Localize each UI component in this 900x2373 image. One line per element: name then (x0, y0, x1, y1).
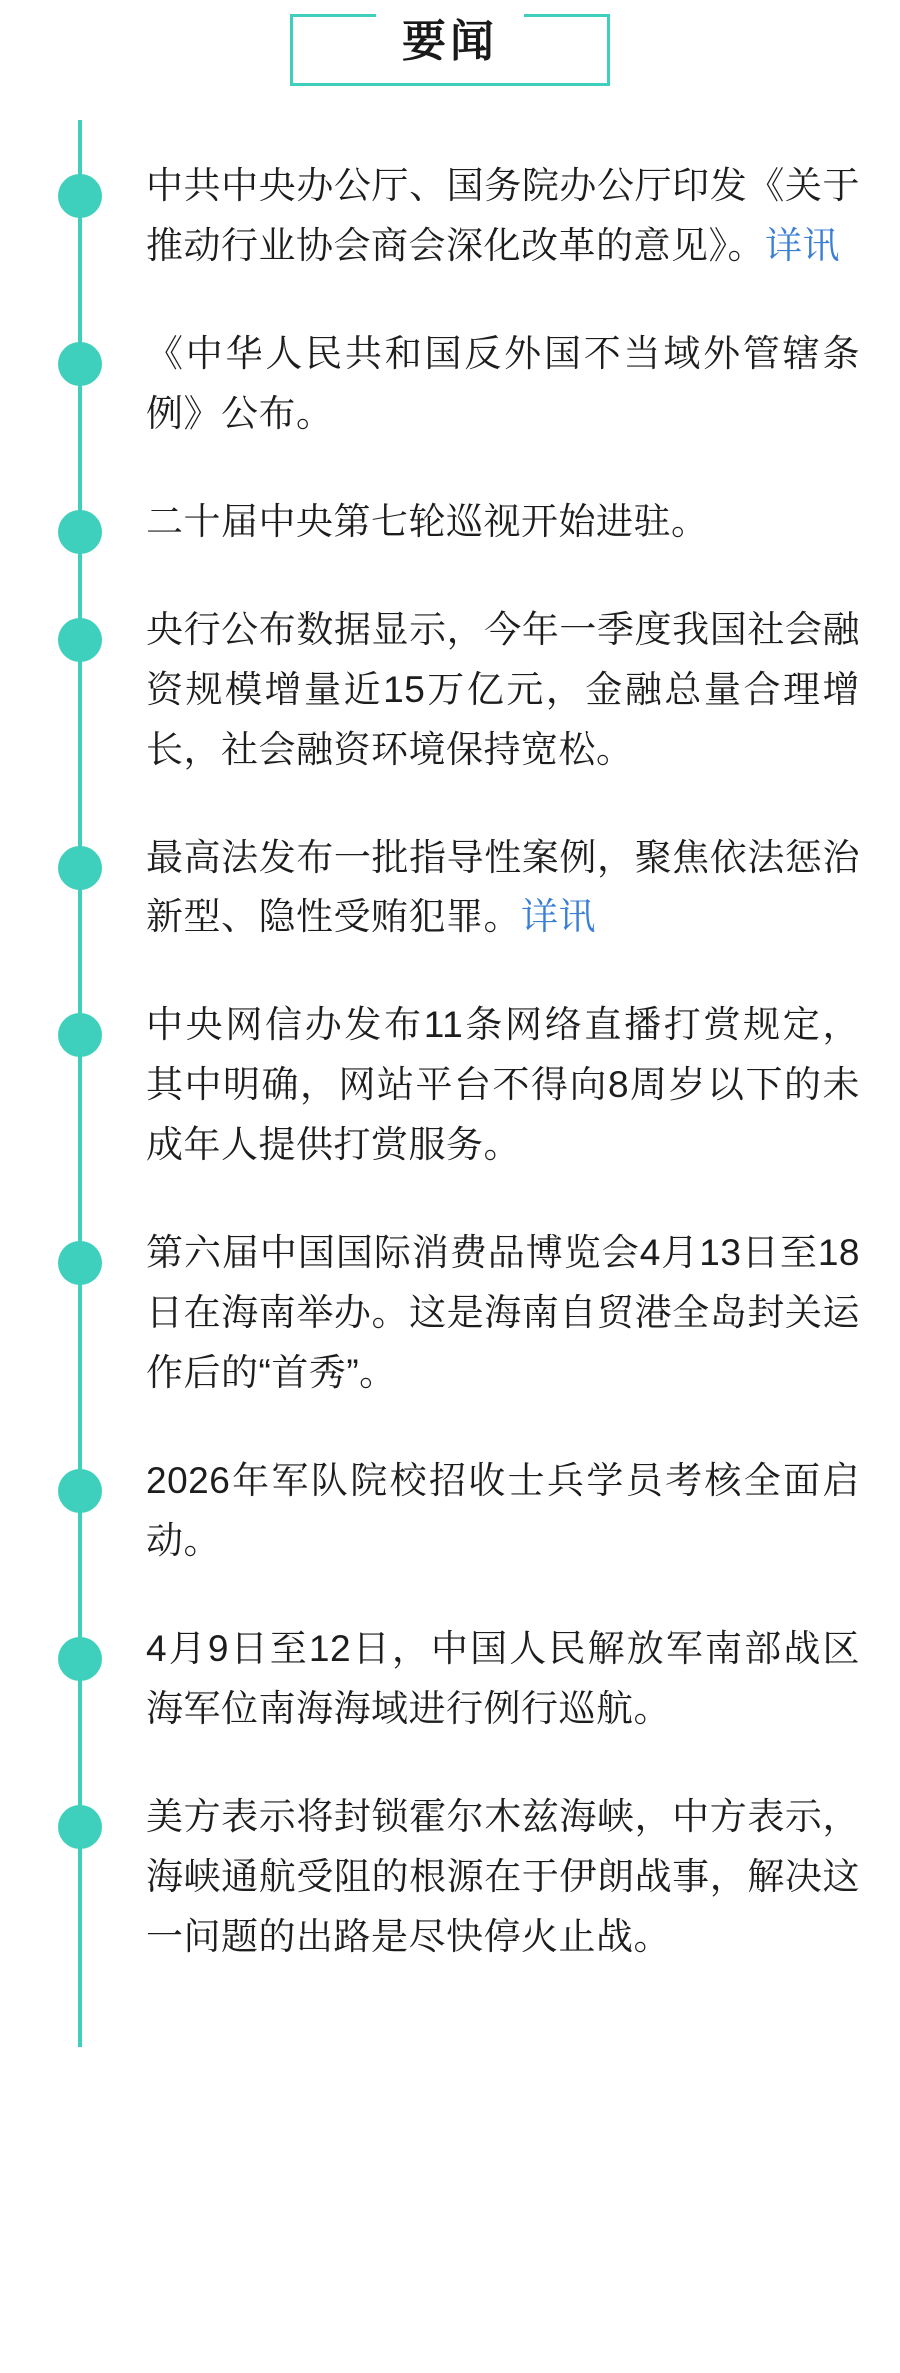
detail-link[interactable]: 详讯 (521, 896, 596, 938)
timeline-bullet-icon (58, 618, 102, 662)
list-item (0, 1619, 900, 1739)
news-item-body: 中共中央办公厅、国务院办公厅印发《关于推动行业协会商会深化改革的意见》。 (146, 165, 860, 266)
news-timeline (0, 120, 900, 2047)
news-item-body: 《中华人民共和国反外国不当域外管辖条例》公布。 (146, 332, 860, 434)
list-item (0, 1223, 900, 1403)
news-item-text (146, 1223, 860, 1403)
news-item-text (146, 1619, 860, 1739)
list-item (0, 600, 900, 780)
timeline-bullet-icon (58, 1241, 102, 1285)
page-header (0, 0, 900, 120)
timeline-bullet-icon (58, 1805, 102, 1849)
list-item (0, 1787, 900, 1967)
news-item-text (146, 324, 860, 444)
news-item-body: 美方表示将封锁霍尔木兹海峡，中方表示，海峡通航受阻的根源在于伊朗战事，解决这一问题的出路是尽快停火止战。 (146, 1795, 860, 1957)
header-frame (290, 14, 610, 86)
timeline-bullet-icon (58, 1013, 102, 1057)
news-item-text (146, 1787, 860, 1967)
timeline-bullet-icon (58, 846, 102, 890)
list-item (0, 995, 900, 1175)
news-item-text (146, 1451, 860, 1571)
list-item (0, 1451, 900, 1571)
list-item (0, 156, 900, 276)
list-item (0, 492, 900, 552)
news-item-body: 二十届中央第七轮巡视开始进驻。 (146, 500, 709, 542)
list-item (0, 324, 900, 444)
detail-link[interactable]: 详讯 (765, 224, 840, 266)
list-item (0, 828, 900, 948)
news-item-body: 第六届中国国际消费品博览会4月13日至18日在海南举办。这是海南自贸港全岛封关运作后的“首秀”。 (146, 1232, 860, 1394)
timeline-bullet-icon (58, 174, 102, 218)
news-item-text (146, 492, 860, 552)
page-title: 要闻 (376, 11, 524, 73)
news-item-body: 中央网信办发布11条网络直播打赏规定，其中明确，网站平台不得向8周岁以下的未成年人提供打赏服务。 (146, 1004, 860, 1166)
news-item-text (146, 600, 860, 780)
timeline-bullet-icon (58, 510, 102, 554)
timeline-bullet-icon (58, 1469, 102, 1513)
news-item-text (146, 995, 860, 1175)
news-item-body: 最高法发布一批指导性案例，聚焦依法惩治新型、隐性受贿犯罪。 (146, 836, 860, 938)
timeline-bullet-icon (58, 342, 102, 386)
news-item-text (146, 828, 860, 948)
news-item-text (146, 156, 860, 276)
news-item-body: 2026年军队院校招收士兵学员考核全面启动。 (146, 1460, 860, 1561)
news-item-body: 4月9日至12日，中国人民解放军南部战区海军位南海海域进行例行巡航。 (146, 1627, 860, 1729)
news-item-body: 央行公布数据显示，今年一季度我国社会融资规模增量近15万亿元，金融总量合理增长，社会融资环境保持宽松。 (146, 608, 860, 770)
timeline-bullet-icon (58, 1637, 102, 1681)
